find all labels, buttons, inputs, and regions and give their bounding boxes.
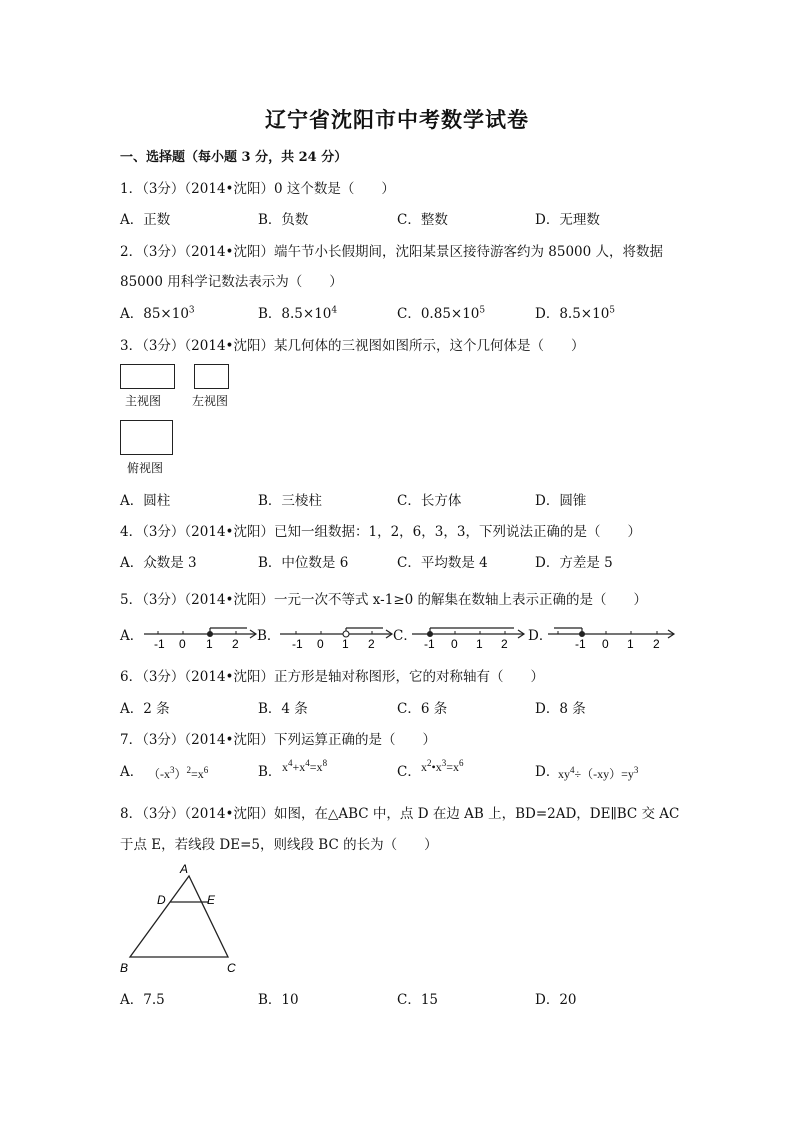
tick-label: 0 — [317, 637, 324, 651]
number-line-c — [410, 619, 526, 651]
tick-label: 1 — [342, 637, 349, 651]
question-8-stem-line1: 8．（3分）（2014•沈阳）如图，在△ABC 中，点 D 在边 AB 上，BD=2AD，DE∥BC 交 AC — [120, 806, 680, 822]
question-8-stem-line2: 于点 E，若线段 DE=5，则线段 BC 的长为（ ） — [120, 837, 438, 853]
tick-label: 1 — [206, 637, 213, 651]
q7-label-a: A． — [120, 764, 144, 780]
vertex-a-label: A — [180, 862, 189, 876]
q6-option-c: C．6 条 — [397, 701, 448, 717]
q4-option-d: D．方差是 5 — [535, 555, 613, 571]
front-view-rect — [120, 364, 175, 389]
q1-option-c: C．整数 — [397, 212, 448, 228]
top-view-label: 俯视图 — [127, 461, 164, 475]
question-3-stem: 3．（3分）（2014•沈阳）某几何体的三视图如图所示，这个几何体是（ ） — [120, 338, 585, 354]
tick-label: -1 — [154, 637, 165, 651]
q8-option-c: C．15 — [397, 992, 439, 1008]
q7-expression-d: $xy^4\div(-xy)=y^3$ — [558, 765, 639, 781]
question-5-stem: 5．（3分）（2014•沈阳）一元一次不等式 x-1≥0 的解集在数轴上表示正确的是（ ） — [120, 592, 648, 608]
top-view-rect — [120, 420, 173, 455]
q7-label-b: B． — [258, 764, 282, 780]
q6-option-b: B．4 条 — [258, 701, 308, 717]
tick-label: 1 — [627, 637, 634, 651]
q3-option-b: B．三棱柱 — [258, 493, 322, 509]
tick-label: -1 — [424, 637, 435, 651]
tick-label: -1 — [575, 637, 586, 651]
tick-label: 2 — [368, 637, 375, 651]
tick-label: 0 — [179, 637, 186, 651]
q6-option-a: A．2 条 — [120, 701, 170, 717]
number-line-b — [278, 619, 394, 651]
number-line-d — [546, 619, 676, 651]
q4-option-a: A．众数是 3 — [120, 555, 197, 571]
question-4-stem: 4．（3分）（2014•沈阳）已知一组数据：1，2，6，3，3，下列说法正确的是（ ） — [120, 524, 641, 540]
tick-label: 0 — [602, 637, 609, 651]
q7-expression-c: $x^2•x^3=x^6$ — [421, 758, 464, 774]
question-2-stem-line2: 85000 用科学记数法表示为（ ） — [120, 274, 343, 290]
q3-option-c: C．长方体 — [397, 493, 462, 509]
triangle-figure — [115, 858, 245, 978]
q2-option-b: B．$8.5\times 10^4$ — [258, 305, 338, 322]
tick-label: 2 — [653, 637, 660, 651]
number-line-a — [142, 619, 258, 651]
q5-label-d: D． — [528, 628, 553, 644]
tick-label: 1 — [476, 637, 483, 651]
tick-label: 2 — [232, 637, 239, 651]
page-title: 辽宁省沈阳市中考数学试卷 — [265, 107, 529, 132]
q6-option-d: D．8 条 — [535, 701, 586, 717]
question-7-stem: 7．（3分）（2014•沈阳）下列运算正确的是（ ） — [120, 732, 436, 748]
q8-option-d: D．20 — [535, 992, 577, 1008]
q7-expression-b: $x^4+x^4=x^8$ — [282, 758, 328, 774]
q8-option-a: A．7.5 — [120, 992, 165, 1008]
side-view-label: 左视图 — [192, 394, 229, 408]
q3-option-a: A．圆柱 — [120, 493, 171, 509]
q8-option-b: B．10 — [258, 992, 299, 1008]
question-6-stem: 6．（3分）（2014•沈阳）正方形是轴对称图形，它的对称轴有（ ） — [120, 669, 544, 685]
q2-option-d: D．$8.5\times 10^5$ — [535, 305, 616, 322]
q1-option-d: D．无理数 — [535, 212, 600, 228]
vertex-b-label: B — [120, 961, 129, 975]
section-heading: 一、选择题（每小题 3 分，共 24 分） — [120, 150, 348, 165]
side-view-rect — [194, 364, 229, 389]
q2-option-a: A．$85\times 10^3$ — [120, 305, 195, 322]
q5-label-a: A． — [120, 628, 144, 644]
vertex-c-label: C — [227, 961, 236, 975]
question-1-stem: 1．（3分）（2014•沈阳）0 这个数是（ ） — [120, 181, 395, 197]
front-view-label: 主视图 — [125, 394, 162, 408]
q5-label-b: B． — [257, 628, 281, 644]
tick-label: 2 — [501, 637, 508, 651]
question-2-stem-line1: 2．（3分）（2014•沈阳）端午节小长假期间，沈阳某景区接待游客约为 85000 人，将数据 — [120, 244, 664, 260]
q7-label-c: C． — [397, 764, 421, 780]
tick-label: -1 — [292, 637, 303, 651]
q7-expression-a: $(-x^3)^2=x^6$ — [148, 765, 209, 781]
q1-option-a: A．正数 — [120, 212, 171, 228]
q5-label-c: C． — [393, 628, 417, 644]
q4-option-c: C．平均数是 4 — [397, 555, 488, 571]
q4-option-b: B．中位数是 6 — [258, 555, 349, 571]
q3-option-d: D．圆锥 — [535, 493, 587, 509]
q7-label-d: D． — [535, 764, 560, 780]
q2-option-c: C．$0.85\times 10^5$ — [397, 305, 486, 322]
point-e-label: E — [207, 893, 216, 907]
q1-option-b: B．负数 — [258, 212, 309, 228]
tick-label: 0 — [451, 637, 458, 651]
point-d-label: D — [157, 893, 166, 907]
